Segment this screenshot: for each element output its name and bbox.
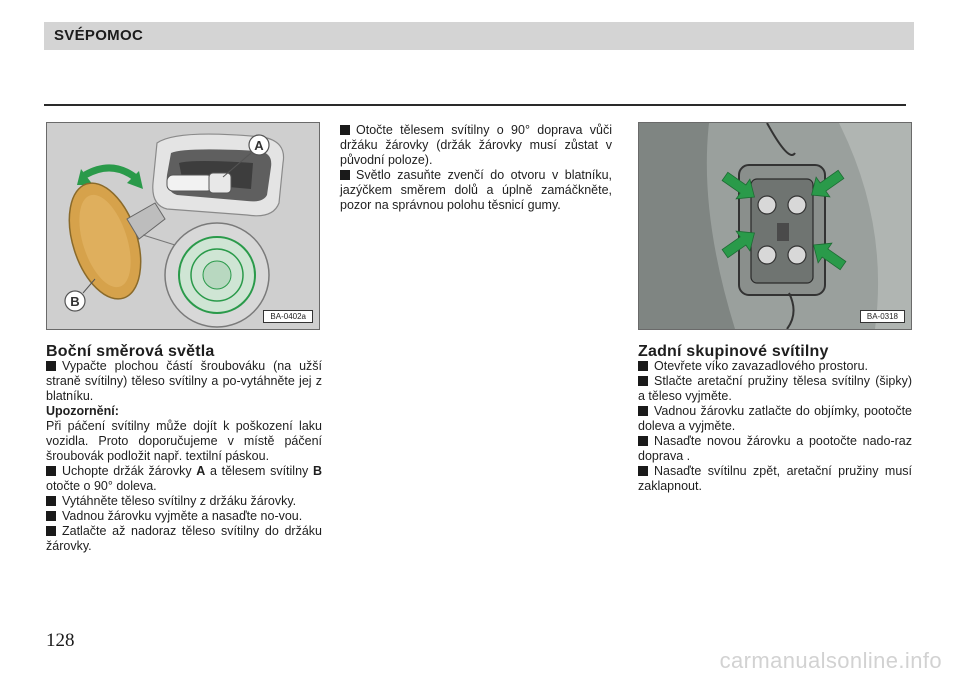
right-column (638, 344, 912, 494)
rear-step-1: Otevřete víko zavazadlového prostoru. (638, 359, 912, 374)
bullet-square (638, 436, 648, 446)
site-watermark: carmanualsonline.info (719, 648, 942, 673)
bullet-square (46, 511, 56, 521)
side-indicator-title: Boční směrová světla (46, 343, 215, 360)
side-step-7: Světlo zasuňte zvenčí do otvoru v blatníku, jazýčkem směrem dolů a úplně zamáčkněte, pozor na správnou polohu těsnicí gumy. (340, 168, 612, 212)
figure-code-left: BA-0402a (263, 310, 313, 323)
bullet-square (638, 466, 648, 476)
rear-light-title: Zadní skupinové svítilny (638, 343, 829, 360)
left-column (46, 344, 322, 554)
side-indicator-illustration (47, 123, 319, 329)
section-header-title: SVÉPOMOC (54, 27, 144, 44)
rear-step-4: Nasaďte novou žárovku a pootočte nado-raz doprava . (638, 434, 912, 463)
bullet-square (340, 125, 350, 135)
rear-step-5: Nasaďte svítilnu zpět, aretační pružiny musí zaklapnout. (638, 464, 912, 493)
rear-step-3: Vadnou žárovku zatlačte do objímky, pootočte doleva a vyjměte. (638, 404, 912, 433)
bullet-square (638, 361, 648, 371)
bullet-square (638, 406, 648, 416)
rear-light-figure (638, 122, 912, 330)
bullet-square (46, 526, 56, 536)
side-step-6: Otočte tělesem svítilny o 90° doprava vůči držáku žárovky (držák žárovky musí zůstat v původní poloze). (340, 123, 612, 167)
side-indicator-figure (46, 122, 320, 330)
callout-b-text: B (70, 294, 80, 309)
side-step-1: Vypačte plochou částí šroubováku (na užší straně svítilny) těleso svítilny a po-vytáhněte jej z blatníku. (46, 359, 322, 403)
side-step-3: Vytáhněte těleso svítilny z držáku žárovky. (46, 494, 322, 509)
warning-text: Při páčení svítilny může dojít k poškození laku vozidla. Proto doporučujeme v místě páčení šroubovák podložit např. textilní páskou. (46, 419, 322, 463)
side-step-5: Zatlačte až nadoraz těleso svítilny do držáku žárovky. (46, 524, 322, 553)
bullet-square (638, 376, 648, 386)
side-step-2: Uchopte držák žárovky A a tělesem svítilny B otočte o 90° doleva. (46, 464, 322, 493)
side-step-4: Vadnou žárovku vyjměte a nasaďte no-vou. (46, 509, 322, 524)
rear-light-illustration (639, 123, 911, 329)
page-number: 128 (46, 630, 75, 651)
figure-code-right: BA-0318 (860, 310, 905, 323)
bullet-square (46, 496, 56, 506)
middle-column (340, 123, 612, 213)
bullet-square (340, 170, 350, 180)
warning-title: Upozornění: (46, 404, 119, 418)
rear-step-2: Stlačte aretační pružiny tělesa svítilny (šipky) a těleso vyjměte. (638, 374, 912, 403)
bullet-square (46, 466, 56, 476)
callout-a-text: A (254, 138, 264, 153)
bullet-square (46, 361, 56, 371)
section-header (44, 22, 914, 50)
header-rule (44, 104, 906, 106)
